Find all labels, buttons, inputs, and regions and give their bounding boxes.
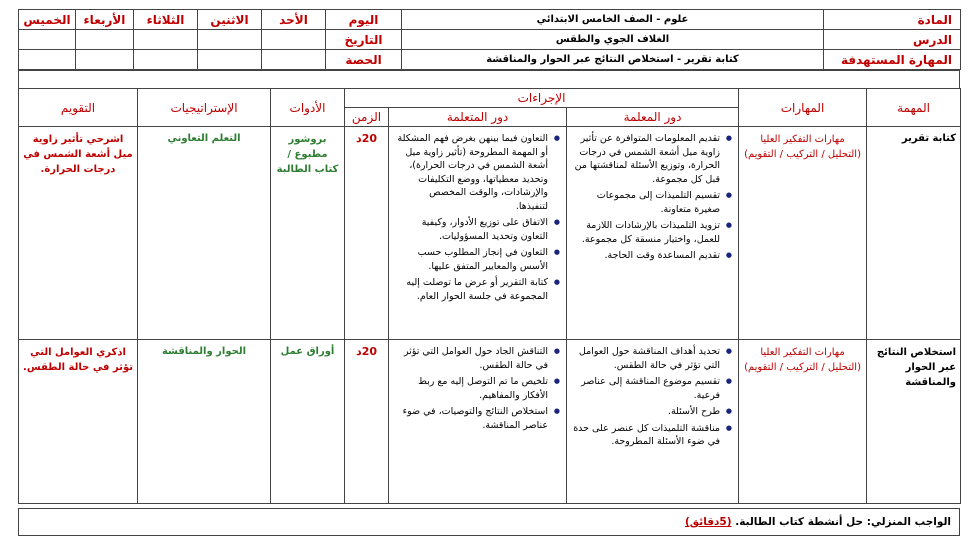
strategy-cell: الحوار والمناقشة [138,340,271,504]
time-cell: 20د [345,340,389,504]
period-cell [134,50,198,70]
homework-bar [18,508,960,536]
list-item: ● التعاون في إنجاز المطلوب حسب الأسس والمعايير المتفق عليها. [395,246,548,273]
list-item: ● طرح الأسئلة. [573,405,720,419]
list-item: ● تحديد أهداف المناقشة حول العوامل التي تؤثر في حالة الطقس. [573,345,720,372]
lesson-label: الدرس [824,30,961,50]
period-cell [19,50,76,70]
list-item: ● الاتفاق على توزيع الأدوار، وكيفية التعاون وتحديد المسؤوليات. [395,216,548,243]
period-cell [262,50,326,70]
list-item: ● كتابة التقرير أو عرض ما توصلت إليه المجموعة في جلسة الحوار العام. [395,276,548,303]
period-cell [198,50,262,70]
header-student-role: دور المتعلمة [389,108,567,127]
teacher-role-cell [567,340,739,504]
date-cell [134,30,198,50]
task-cell: استخلاص النتائج عبر الحوار والمناقشة [867,340,961,504]
header-time: الزمن [345,108,389,127]
date-cell [19,30,76,50]
tools-cell: أوراق عمل [271,340,345,504]
lesson-value: الغلاف الجوي والطقس [402,30,824,50]
task-cell: كتابة تقرير [867,127,961,340]
skills-cell: مهارات التفكير العليا (التحليل / التركيب / التقويم) [739,127,867,340]
day-label: اليوم [326,10,402,30]
table-row [19,340,961,504]
date-cell [76,30,134,50]
list-item: ● مناقشة التلميذات كل عنصر على حدة في ضوء الأسئلة المطروحة. [573,422,720,449]
student-role-cell [389,340,567,504]
header-table [18,9,961,70]
day-tuesday: الثلاثاء [134,10,198,30]
skill-value: كتابة تقرير - استخلاص النتائج عبر الحوار والمناقشة [402,50,824,70]
tools-cell: بروشور مطبوع / كتاب الطالبة [271,127,345,340]
date-cell [262,30,326,50]
subject-label: المادة [824,10,961,30]
list-item: ● تلخيص ما تم التوصل إليه مع ربط الأفكار والمفاهيم. [395,375,548,402]
teacher-role-cell [567,127,739,340]
evaluation-cell: اشرحي تأثير زاوية ميل أشعة الشمس في درجات الحرارة. [19,127,138,340]
header-tools: الأدوات [271,89,345,127]
list-item: ● تزويد التلميذات بالإرشادات اللازمة للعمل، واختيار منسقة كل مجموعة. [573,219,720,246]
header-skills: المهارات [739,89,867,127]
skill-label: المهارة المستهدفة [824,50,961,70]
skills-cell: مهارات التفكير العليا (التحليل / التركيب / التقويم) [739,340,867,504]
subject-value: علوم - الصف الخامس الابتدائي [402,10,824,30]
time-cell: 20د [345,127,389,340]
homework-text: الواجب المنزلي: حل أنشطة كتاب الطالبة. [735,516,951,528]
header-teacher-role: دور المعلمة [567,108,739,127]
header-task: المهمة [867,89,961,127]
list-item: ● تقديم المساعدة وقت الحاجة. [573,249,720,263]
lesson-table [18,88,961,504]
day-wednesday: الأربعاء [76,10,134,30]
day-sunday: الأحد [262,10,326,30]
list-item: ● تقديم المعلومات المتوافرة عن تأثير زاوية ميل أشعة الشمس في درجات الحرارة، وتوزيع الأسئلة لمناقشتها من قبل كل مجموعة. [573,132,720,186]
header-procedures: الإجراءات [345,89,739,108]
list-item: ● تقسيم التلميذات إلى مجموعات صغيرة متعاونة. [573,189,720,216]
list-item: ● تقسيم موضوع المناقشة إلى عناصر فرعية. [573,375,720,402]
separator-row [18,70,960,88]
period-label: الحصة [326,50,402,70]
header-strategies: الإستراتيجيات [138,89,271,127]
day-thursday: الخميس [19,10,76,30]
list-item: ● التناقش الجاد حول العوامل التي تؤثر في حالة الطقس. [395,345,548,372]
strategy-cell: التعلم التعاوني [138,127,271,340]
date-cell [198,30,262,50]
table-row [19,127,961,340]
header-evaluation: التقويم [19,89,138,127]
list-item: ● استخلاص النتائج والتوصيات، في ضوء عناصر المناقشة. [395,405,548,432]
period-cell [76,50,134,70]
list-item: ● التعاون فيما بينهن بغرض فهم المشكلة أو المهمة المطروحة (تأثير زاوية ميل أشعة الشمس في درجات الحرارة)، وتحديد معطياتها، ووضع التكليفات والإرشادات، والوقت المخصص لتنفيذها. [395,132,548,213]
day-monday: الاثنين [198,10,262,30]
student-role-cell [389,127,567,340]
date-label: التاريخ [326,30,402,50]
homework-duration: (5دقائق) [685,516,732,528]
evaluation-cell: اذكري العوامل التي تؤثر في حالة الطقس. [19,340,138,504]
